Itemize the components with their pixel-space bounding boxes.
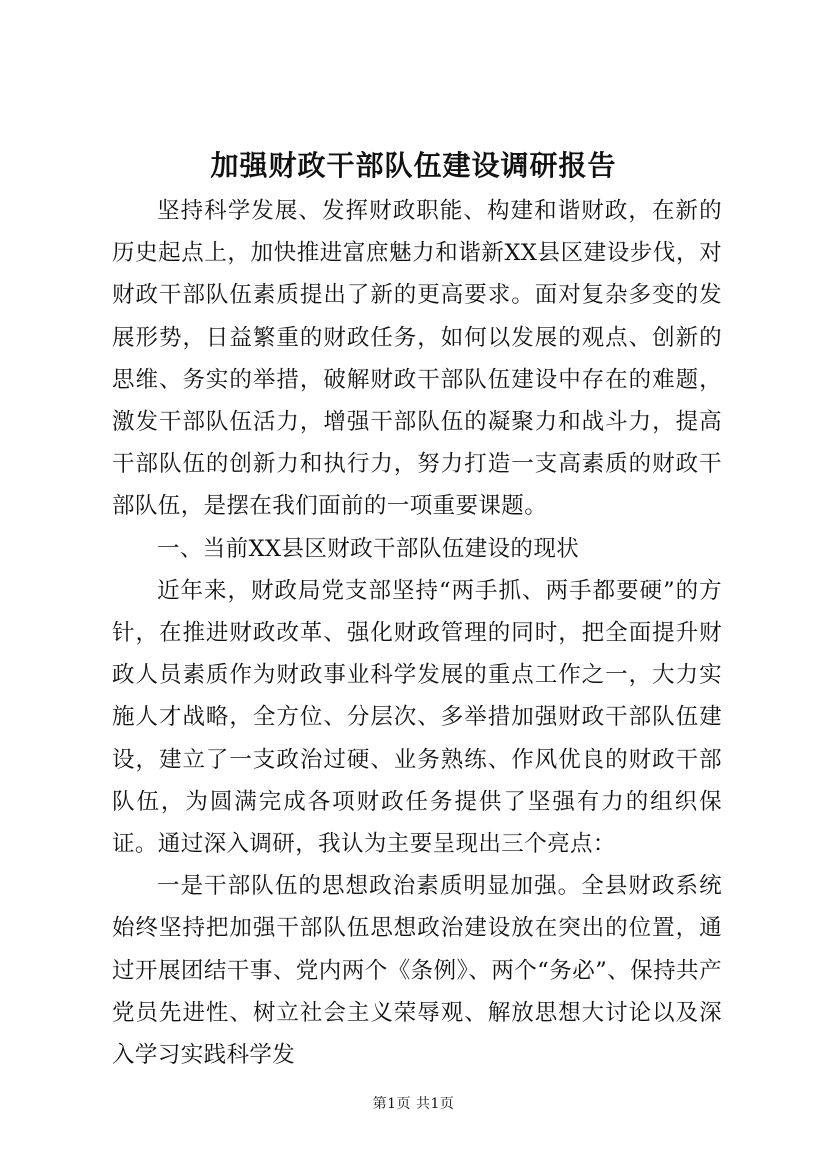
paragraph-status: 近年来，财政局党支部坚持“两手抓、两手都要硬”的方针，在推进财政改革、强化财政管理的同时，把全面提升财政人员素质作为财政事业科学发展的重点工作之一，大力实施人才战略，全方位、分层次、多举措加强财政干部队伍建设，建立了一支政治过硬、业务熟练、作风优良的财政干部队伍，为圆满完成各项财政任务提供了坚强有力的组织保证。通过深入调研，我认为主要呈现出三个亮点： [112,577,722,858]
paragraph-point-one: 一是干部队伍的思想政治素质明显加强。全县财政系统始终坚持把加强干部队伍思想政治建设放在突出的位置，通过开展团结干事、党内两个《条例》、两个“务必”、保持共产党员先进性、树立社会主义荣辱观、解放思想大讨论以及深入学习实践科学发 [112,873,722,1069]
page-footer: 第1页 共1页 [372,1096,455,1112]
section-heading: 一、当前XX县区财政干部队伍建设的现状 [157,535,580,562]
paragraph-intro: 坚持科学发展、发挥财政职能、构建和谐财政，在新的历史起点上，加快推进富庶魅力和谐新XX县区建设步伐，对财政干部队伍素质提出了新的更高要求。面对复杂多变的发展形势，日益繁重的财政任务，如何以发展的观点、创新的思维、务实的举措，破解财政干部队伍建设中存在的难题，激发干部队伍活力，增强干部队伍的凝聚力和战斗力，提高干部队伍的创新力和执行力，努力打造一支高素质的财政干部队伍，是摆在我们面前的一项重要课题。 [112,198,722,520]
document-title: 加强财政干部队伍建设调研报告 [210,149,617,182]
document-body [112,190,722,1076]
